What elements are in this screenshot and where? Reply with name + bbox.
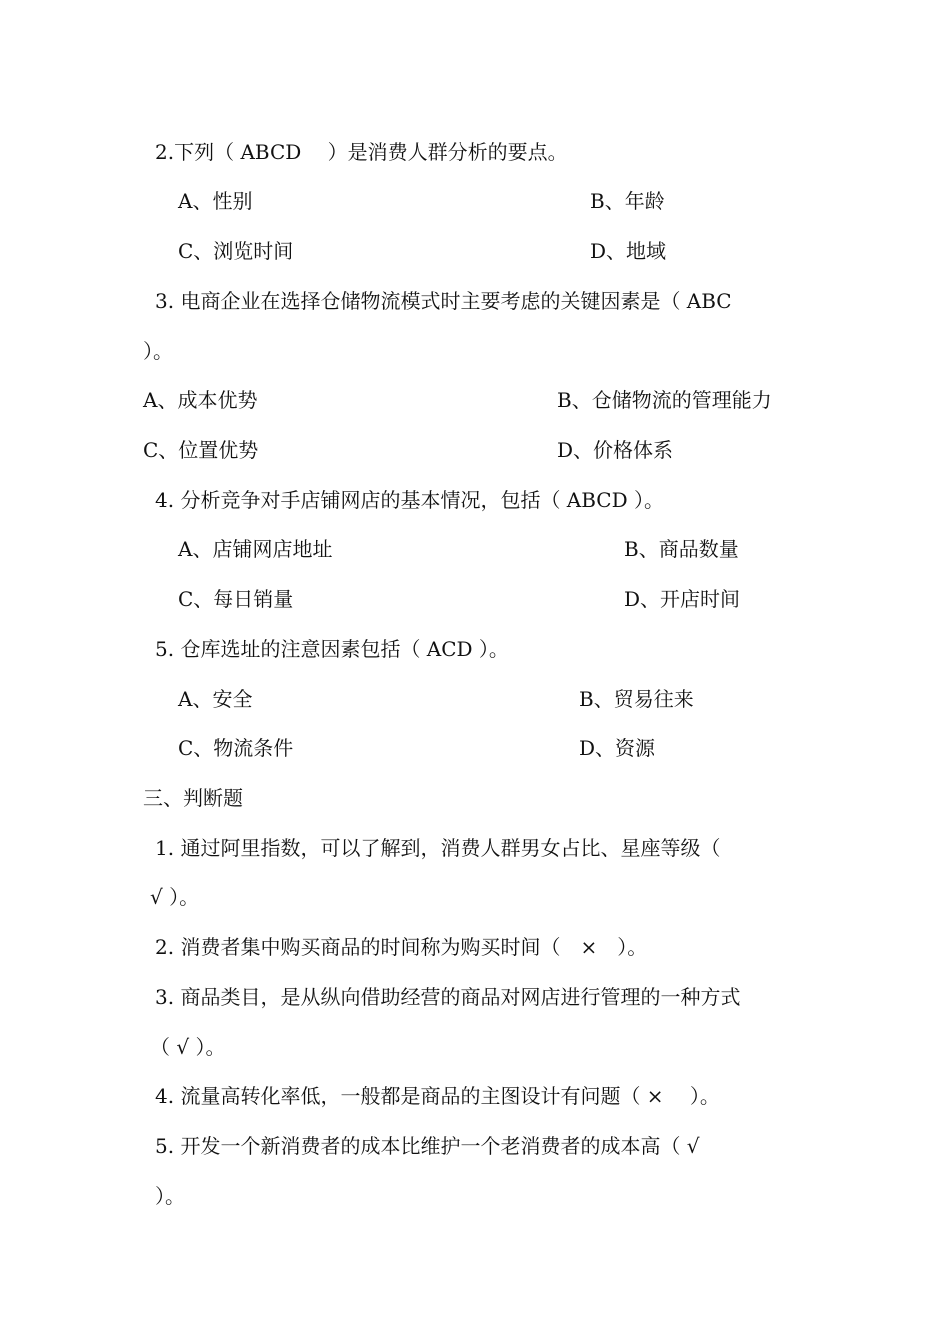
tf-item-2: 2. 消费者集中购买商品的时间称为购买时间（ × ）。 — [155, 935, 648, 959]
q3-stem-line2: ）。 — [143, 339, 173, 363]
section3-title: 三、判断题 — [143, 786, 243, 810]
q3-stem-line1: 3. 电商企业在选择仓储物流模式时主要考虑的关键因素是（ ABC — [155, 289, 732, 313]
tf-item-5-line2: ）。 — [155, 1184, 185, 1208]
q5-option-a: A、安全 — [178, 687, 253, 711]
q5-option-c: C、物流条件 — [178, 736, 294, 760]
q3-option-d: D、价格体系 — [557, 438, 674, 462]
q5-option-b: B、贸易往来 — [579, 687, 694, 711]
q2-option-b: B、年龄 — [590, 189, 665, 213]
tf-item-1-line1: 1. 通过阿里指数，可以了解到，消费人群男女占比、星座等级（ — [155, 836, 721, 860]
tf-item-1-line2: √ ）。 — [150, 885, 200, 909]
q2-option-a: A、性别 — [178, 189, 253, 213]
q2-option-d: D、地域 — [590, 239, 667, 263]
q4-option-a: A、店铺网店地址 — [178, 537, 333, 561]
q4-stem: 4. 分析竞争对手店铺网店的基本情况，包括（ ABCD ）。 — [155, 488, 665, 512]
q4-option-c: C、每日销量 — [178, 587, 294, 611]
q3-option-b: B、仓储物流的管理能力 — [557, 388, 772, 412]
tf-item-5-line1: 5. 开发一个新消费者的成本比维护一个老消费者的成本高（ √ — [155, 1134, 700, 1158]
tf-item-3-line1: 3. 商品类目，是从纵向借助经营的商品对网店进行管理的一种方式 — [155, 985, 741, 1009]
q3-option-a: A、成本优势 — [143, 388, 258, 412]
q2-option-c: C、浏览时间 — [178, 239, 294, 263]
q5-option-d: D、资源 — [579, 736, 656, 760]
q5-stem: 5. 仓库选址的注意因素包括（ ACD ）。 — [155, 637, 509, 661]
q4-option-d: D、开店时间 — [624, 587, 741, 611]
q3-option-c: C、位置优势 — [143, 438, 259, 462]
q4-option-b: B、商品数量 — [624, 537, 739, 561]
q2-stem: 2.下列（ ABCD ）是消费人群分析的要点。 — [155, 140, 568, 164]
tf-item-3-line2: （ √ ）。 — [150, 1035, 226, 1059]
tf-item-4: 4. 流量高转化率低，一般都是商品的主图设计有问题（ × ）。 — [155, 1084, 720, 1108]
